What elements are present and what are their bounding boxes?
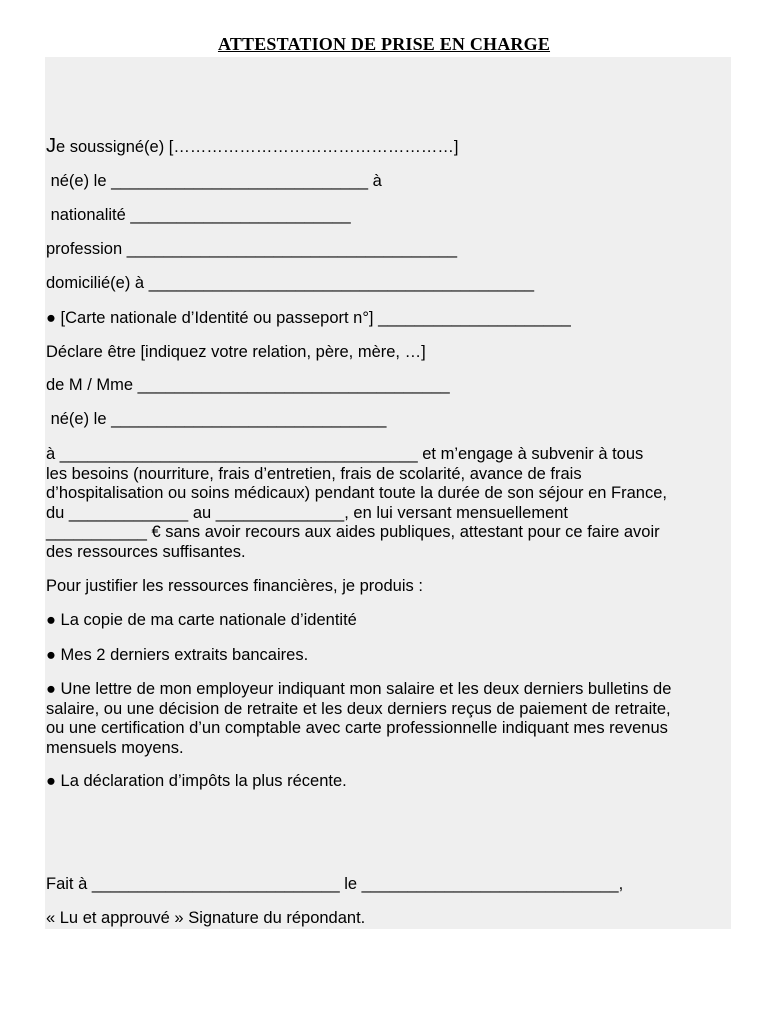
employer-line: ● Une lettre de mon employeur indiquant mon salaire et les deux derniers bulletins de	[46, 680, 672, 698]
intro-first-letter: J	[46, 135, 56, 157]
commitment-line: les besoins (nourriture, frais d’entretien, frais de scolarité, avance de frais	[46, 464, 582, 483]
item-tax-declaration: ● La déclaration d’impôts la plus récente.	[46, 772, 347, 790]
commitment-line: des ressources suffisantes.	[46, 542, 246, 561]
commitment-paragraph	[46, 445, 736, 562]
item-id-copy: ● La copie de ma carte nationale d’identité	[46, 611, 357, 629]
commitment-line: ___________ € sans avoir recours aux aides publiques, attestant pour ce faire avoir	[46, 523, 660, 541]
employer-paragraph	[46, 680, 736, 758]
employer-line: mensuels moyens.	[46, 738, 184, 757]
person-born-line: né(e) le ______________________________	[46, 410, 387, 428]
id-card-line: ● [Carte nationale d’Identité ou passeport n°] _____________________	[46, 309, 571, 327]
item-bank-statements: ● Mes 2 derniers extraits bancaires.	[46, 646, 309, 664]
profession-line: profession ____________________________________	[46, 240, 458, 258]
declare-line: Déclare être [indiquez votre relation, père, mère, …]	[46, 343, 426, 361]
done-at-line: Fait à ___________________________ le ____________________________,	[46, 875, 624, 893]
employer-line: ou une certification d’un comptable avec carte professionnelle indiquant mes revenus	[46, 719, 668, 737]
intro-text: e soussigné(e) [……………………………………………]	[56, 138, 459, 156]
born-on-line: né(e) le ____________________________ à	[46, 172, 382, 190]
commitment-line: à _______________________________________ et m’engage à subvenir à tous	[46, 445, 644, 463]
employer-line: salaire, ou une décision de retraite et les deux derniers reçus de paiement de retraite,	[46, 699, 671, 718]
document-title: ATTESTATION DE PRISE EN CHARGE	[217, 34, 551, 54]
signature-line: « Lu et approuvé » Signature du répondant.	[46, 909, 366, 927]
commitment-line: d’hospitalisation ou soins médicaux) pendant toute la durée de son séjour en France,	[46, 484, 667, 502]
residence-line: domicilié(e) à __________________________________________	[46, 274, 535, 292]
justify-intro-line: Pour justifier les ressources financières, je produis :	[46, 577, 423, 595]
intro-line	[46, 137, 736, 158]
of-person-line: de M / Mme __________________________________	[46, 376, 450, 394]
commitment-line: du _____________ au ______________, en lui versant mensuellement	[46, 503, 569, 522]
nationality-line: nationalité ________________________	[46, 206, 351, 224]
